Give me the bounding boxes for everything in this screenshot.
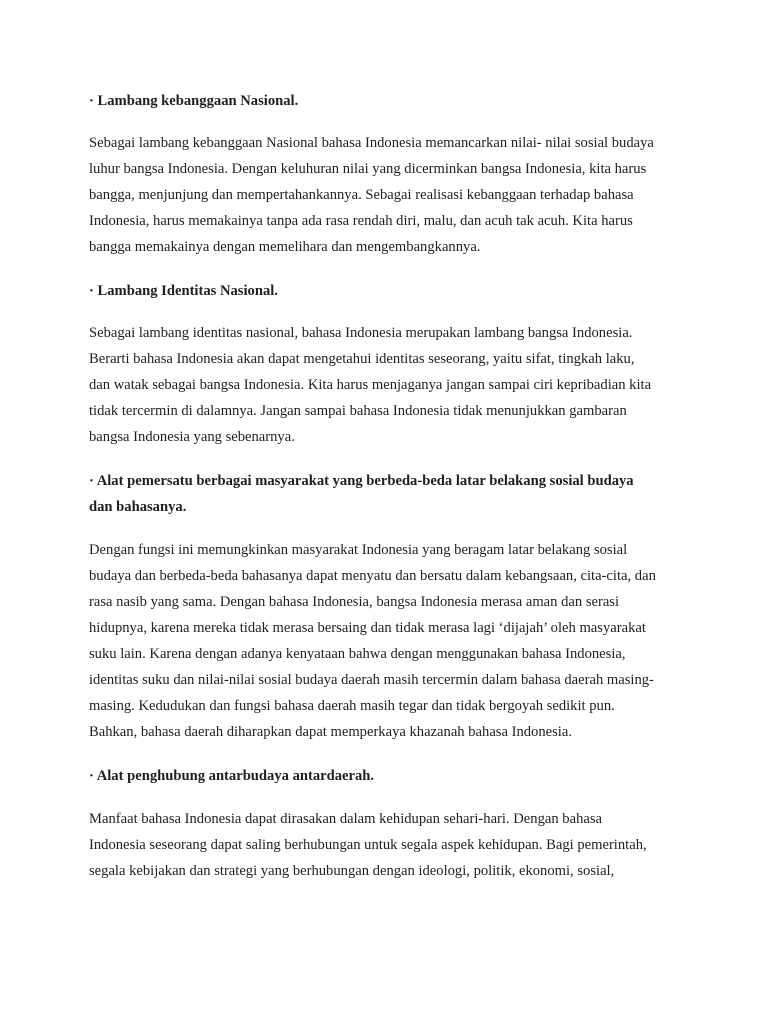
heading-lambang-identitas bbox=[89, 278, 689, 304]
heading-line: dan bahasanya. bbox=[89, 499, 187, 515]
paragraph-line: bangga, menjunjung dan mempertahankannya. Sebagai realisasi kebanggaan terhadap bahasa bbox=[89, 187, 634, 203]
paragraph-line: Sebagai lambang identitas nasional, bahasa Indonesia merupakan lambang bangsa Indonesia. bbox=[89, 325, 633, 341]
paragraph-line: Indonesia seseorang dapat saling berhubungan untuk segala aspek kehidupan. Bagi pemerintah, bbox=[89, 837, 647, 853]
paragraph-line: budaya dan berbeda-beda bahasanya dapat menyatu dan bersatu dalam kebangsaan, cita-cita, dan bbox=[89, 568, 656, 584]
paragraph-line: hidupnya, karena mereka tidak merasa bersaing dan tidak merasa lagi ‘dijajah’ oleh masyarakat bbox=[89, 620, 646, 636]
paragraph-line: Sebagai lambang kebanggaan Nasional bahasa Indonesia memancarkan nilai- nilai sosial budaya bbox=[89, 135, 654, 151]
heading-line: · Lambang kebanggaan Nasional. bbox=[89, 93, 299, 109]
paragraph-line: bangsa Indonesia yang sebenarnya. bbox=[89, 429, 295, 445]
paragraph-line: segala kebijakan dan strategi yang berhubungan dengan ideologi, politik, ekonomi, sosial, bbox=[89, 863, 615, 879]
heading-line: · Alat penghubung antarbudaya antardaerah. bbox=[89, 768, 375, 784]
heading-lambang-kebanggaan bbox=[89, 88, 689, 114]
paragraph-line: Berarti bahasa Indonesia akan dapat mengetahui identitas seseorang, yaitu sifat, tingkah laku, bbox=[89, 351, 635, 367]
paragraph-line: masing. Kedudukan dan fungsi bahasa daerah masih tegar dan tidak bergoyah sedikit pun. bbox=[89, 698, 615, 714]
paragraph-line: Manfaat bahasa Indonesia dapat dirasakan dalam kehidupan sehari-hari. Dengan bahasa bbox=[89, 811, 602, 827]
paragraph-lambang-identitas bbox=[89, 320, 689, 450]
paragraph-line: Indonesia, harus memakainya tanpa ada rasa rendah diri, malu, dan acuh tak acuh. Kita harus bbox=[89, 213, 633, 229]
paragraph-alat-penghubung bbox=[89, 806, 689, 884]
paragraph-line: identitas suku dan nilai-nilai sosial budaya daerah masih tercermin dalam bahasa daerah masing- bbox=[89, 672, 654, 688]
paragraph-line: bangga memakainya dengan memelihara dan mengembangkannya. bbox=[89, 239, 481, 255]
heading-alat-pemersatu bbox=[89, 468, 689, 520]
paragraph-alat-pemersatu bbox=[89, 537, 689, 745]
paragraph-line: luhur bangsa Indonesia. Dengan keluhuran nilai yang dicerminkan bangsa Indonesia, kita harus bbox=[89, 161, 647, 177]
paragraph-line: rasa nasib yang sama. Dengan bahasa Indonesia, bangsa Indonesia merasa aman dan serasi bbox=[89, 594, 620, 610]
heading-line: · Alat pemersatu berbagai masyarakat yang berbeda-beda latar belakang sosial budaya bbox=[89, 473, 634, 489]
paragraph-lambang-kebanggaan bbox=[89, 130, 689, 260]
heading-line: · Lambang Identitas Nasional. bbox=[89, 283, 278, 299]
paragraph-line: tidak tercermin di dalamnya. Jangan sampai bahasa Indonesia tidak menunjukkan gambaran bbox=[89, 403, 627, 419]
paragraph-line: Bahkan, bahasa daerah diharapkan dapat memperkaya khazanah bahasa Indonesia. bbox=[89, 724, 572, 740]
paragraph-line: Dengan fungsi ini memungkinkan masyarakat Indonesia yang beragam latar belakang sosial bbox=[89, 542, 628, 558]
paragraph-line: dan watak sebagai bangsa Indonesia. Kita harus menjaganya jangan sampai ciri kepribadian kita bbox=[89, 377, 652, 393]
heading-alat-penghubung bbox=[89, 763, 689, 789]
paragraph-line: suku lain. Karena dengan adanya kenyataan bahwa dengan menggunakan bahasa Indonesia, bbox=[89, 646, 626, 662]
